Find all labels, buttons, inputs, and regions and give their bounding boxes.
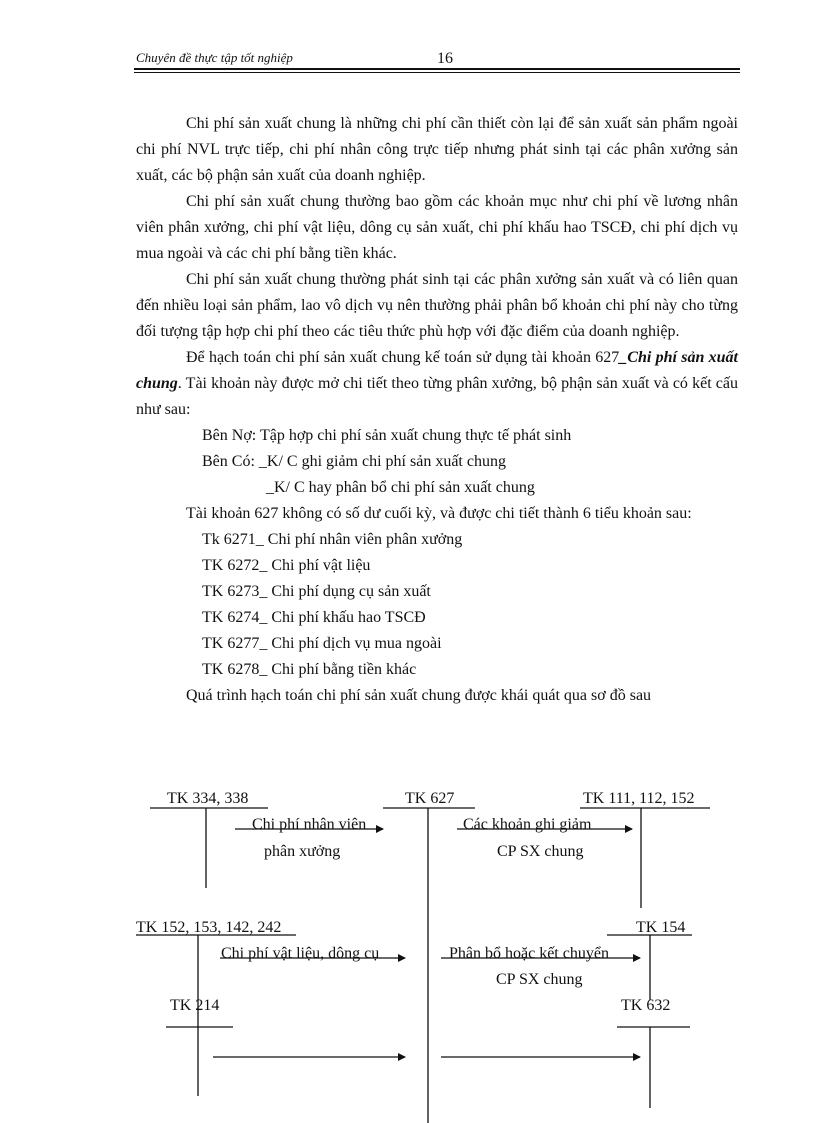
- label-tk632: TK 632: [621, 997, 671, 1014]
- p4-start: Để hạch toán chi phí sản xuất chung kế toán sử dụng tài khoản 627: [186, 349, 620, 366]
- label-tk214: TK 214: [170, 997, 220, 1014]
- label-phan-bo-2: CP SX chung: [496, 971, 583, 988]
- paragraph-1: Chi phí sản xuất chung là những chi phí cần thiết còn lại để sản xuất sản phẩm ngoài chi phí NVL trực tiếp, chi phí nhân công trực tiếp nhưng phát sinh tại các phân xưởng sản xuất, các bộ phận sản xuất của doanh nghiệp.: [136, 115, 738, 184]
- label-phan-bo-1: Phân bổ hoặc kết chuyển: [449, 945, 609, 962]
- label-tk152: TK 152, 153, 142, 242: [136, 919, 282, 936]
- p4-account-name: _Chi phí sản xuất chung: [136, 349, 739, 392]
- ben-co-line: Bên Có: _K/ C ghi giảm chi phí sản xuất chung: [202, 453, 506, 470]
- label-tk111: TK 111, 112, 152: [583, 790, 695, 807]
- paragraph-6: Quá trình hạch toán chi phí sản xuất chung được khái quát qua sơ đồ sau: [186, 687, 652, 704]
- label-khoan-giam-1: Các khoản ghi giảm: [463, 816, 592, 833]
- paragraph-2: Chi phí sản xuất chung thường bao gồm các khoản mục như chi phí về lương nhân viên phân xưởng, chi phí vật liệu, dông cụ sản xuất, chi phí khấu hao TSCĐ, chi phí dịch vụ mua ngoài và các chi phí bằng tiền khác.: [136, 193, 738, 262]
- account-item: TK 6273_ Chi phí dụng cụ sản xuất: [202, 583, 431, 600]
- label-tk627: TK 627: [405, 790, 455, 807]
- label-cp-vl: Chi phí vật liệu, dông cụ: [221, 945, 380, 962]
- paragraph-5: Tài khoản 627 không có số dư cuối kỳ, và được chi tiết thành 6 tiểu khoản sau:: [186, 505, 692, 522]
- account-item: TK 6272_ Chi phí vật liệu: [202, 557, 371, 574]
- label-cp-nv-1: Chi phí nhân viên: [252, 816, 367, 833]
- label-tk154: TK 154: [636, 919, 686, 936]
- label-tk334: TK 334, 338: [167, 790, 249, 807]
- account-item: TK 6277_ Chi phí dịch vụ mua ngoài: [202, 635, 442, 652]
- header-title: Chuyên đề thực tập tốt nghiệp: [136, 50, 293, 65]
- page-number: 16: [437, 50, 453, 67]
- ben-no-line: Bên Nợ: Tập hợp chi phí sản xuất chung thực tế phát sinh: [202, 427, 572, 444]
- paragraph-3: Chi phí sản xuất chung thường phát sinh tại các phân xưởng sản xuất và có liên quan đến nhiều loại sản phẩm, lao vô dịch vụ nên thường phải phân bổ khoản chi phí này cho từng đối tượng tập hợp chi phí theo các tiêu thức phù hợp với đặc điểm của doanh nghiệp.: [136, 271, 738, 340]
- p4-end: . Tài khoản này được mở chi tiết theo từng phân xưởng, bộ phận sản xuất và có kết cấu như sau:: [136, 375, 738, 418]
- label-khoan-giam-2: CP SX chung: [497, 843, 584, 860]
- ben-co-line-2: _K/ C hay phân bổ chi phí sản xuất chung: [266, 479, 535, 496]
- account-item: Tk 6271_ Chi phí nhân viên phân xưởng: [202, 531, 463, 548]
- account-item: TK 6274_ Chi phí khấu hao TSCĐ: [202, 609, 426, 626]
- account-item: TK 6278_ Chi phí bằng tiền khác: [202, 661, 417, 678]
- label-cp-nv-2: phân xưởng: [264, 843, 341, 860]
